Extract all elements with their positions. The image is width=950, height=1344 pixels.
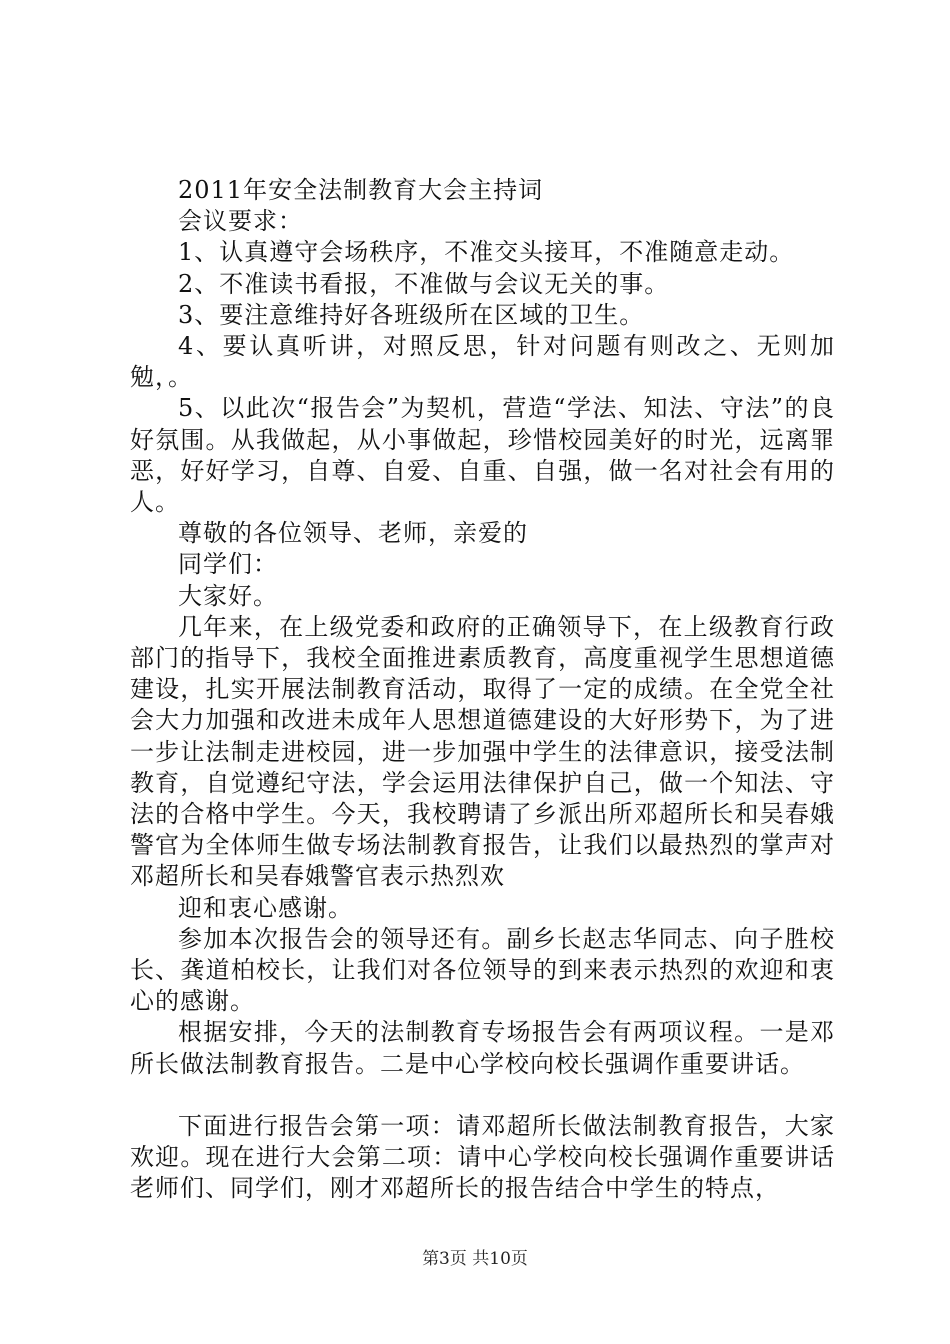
paragraph: 参加本次报告会的领导还有。副乡长赵志华同志、向子胜校长、龚道柏校长，让我们对各位领导的到来表示热烈的欢迎和衷心的感谢。 [130, 924, 835, 1016]
document-body [130, 175, 835, 1205]
paragraph: 尊敬的各位领导、老师，亲爱的 [178, 519, 528, 548]
paragraph: 下面进行报告会第一项：请邓超所长做法制教育报告，大家欢迎。现在进行大会第二项：请中心学校向校长强调作重要讲话老师们、同学们，刚才邓超所长的报告结合中学生的特点， [130, 1111, 835, 1203]
paragraph: 几年来，在上级党委和政府的正确领导下，在上级教育行政部门的指导下，我校全面推进素质教育，高度重视学生思想道德建设，扎实开展法制教育活动，取得了一定的成绩。在全党全社会大力加强和改进未成年人思想道德建设的大好形势下，为了进一步让法制走进校园，进一步加强中学生的法律意识，接受法制教育，自觉遵纪守法，学会运用法律保护自己，做一个知法、守法的合格中学生。今天，我校聘请了乡派出所邓超所长和吴春娥警官为全体师生做专场法制教育报告，让我们以最热烈的掌声对邓超所长和吴春娥警官表示热烈欢 [130, 612, 835, 891]
paragraph: 5、以此次“报告会”为契机，营造“学法、知法、守法”的良好氛围。从我做起，从小事做起，珍惜校园美好的时光，远离罪恶，好好学习，自尊、自爱、自重、自强，做一名对社会有用的人。 [130, 394, 835, 517]
document-title: 2011年安全法制教育大会主持词 [178, 176, 544, 204]
paragraph: 迎和衷心感谢。 [178, 893, 353, 922]
paragraph: 2、不准读书看报，不准做与会议无关的事。 [178, 269, 670, 298]
paragraph: 3、要注意维持好各班级所在区域的卫生。 [178, 300, 645, 329]
paragraph: 4、要认真听讲，对照反思，针对问题有则改之、无则加勉，。 [130, 332, 835, 392]
paragraph: 会议要求： [178, 207, 303, 236]
page-footer: 第3页 共10页 [422, 1249, 528, 1269]
paragraph: 1、认真遵守会场秩序，不准交头接耳，不准随意走动。 [178, 238, 795, 267]
paragraph: 同学们： [178, 550, 278, 579]
paragraph: 大家好。 [178, 581, 278, 610]
paragraph: 根据安排，今天的法制教育专场报告会有两项议程。一是邓所长做法制教育报告。二是中心学校向校长强调作重要讲话。 [130, 1018, 835, 1078]
